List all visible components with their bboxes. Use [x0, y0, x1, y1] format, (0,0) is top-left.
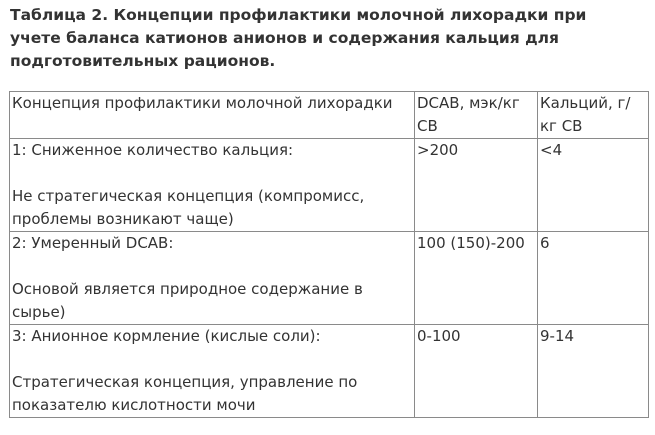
table-header-row	[10, 92, 649, 139]
concepts-table	[9, 91, 649, 418]
concept-cell	[10, 232, 415, 325]
header-dcab-line-1: DCAB, мэк/кг	[417, 94, 520, 112]
table-row	[10, 325, 649, 418]
caption-line-1: Таблица 2. Концепции профилактики молочной лихорадки при	[10, 6, 587, 24]
header-concept	[10, 92, 415, 139]
concept-desc-line-1: Не стратегическая концепция (компромисс,	[12, 187, 365, 205]
concept-title: 3: Анионное кормление (кислые соли):	[12, 327, 321, 345]
concept-desc-line-2: показателю кислотности мочи	[12, 396, 256, 414]
table-caption	[10, 4, 650, 73]
dcab-cell: 0-100	[415, 325, 538, 418]
caption-line-3: подготовительных рационов.	[10, 52, 276, 70]
table-row	[10, 139, 649, 232]
concept-cell	[10, 139, 415, 232]
header-calcium-line-1: Кальций, г/	[540, 94, 631, 112]
concept-title: 2: Умеренный DCAB:	[12, 234, 174, 252]
calcium-cell: 6	[538, 232, 649, 325]
header-dcab-line-2: СВ	[417, 117, 438, 135]
calcium-cell: <4	[538, 139, 649, 232]
header-concept-label: Концепция профилактики молочной лихорадки	[12, 94, 393, 112]
caption-line-2: учете баланса катионов анионов и содержания кальция для	[10, 29, 559, 47]
header-dcab	[415, 92, 538, 139]
calcium-cell: 9-14	[538, 325, 649, 418]
dcab-cell: 100 (150)-200	[415, 232, 538, 325]
table-row	[10, 232, 649, 325]
header-calcium-line-2: кг СВ	[540, 117, 583, 135]
concept-desc-line-1: Основой является природное содержание в	[12, 280, 363, 298]
concept-desc-line-2: проблемы возникают чаще)	[12, 210, 234, 228]
concept-cell	[10, 325, 415, 418]
concept-title: 1: Сниженное количество кальция:	[12, 141, 294, 159]
concept-desc-line-2: сырье)	[12, 303, 66, 321]
header-calcium	[538, 92, 649, 139]
concept-desc-line-1: Стратегическая концепция, управление по	[12, 373, 358, 391]
dcab-cell: >200	[415, 139, 538, 232]
